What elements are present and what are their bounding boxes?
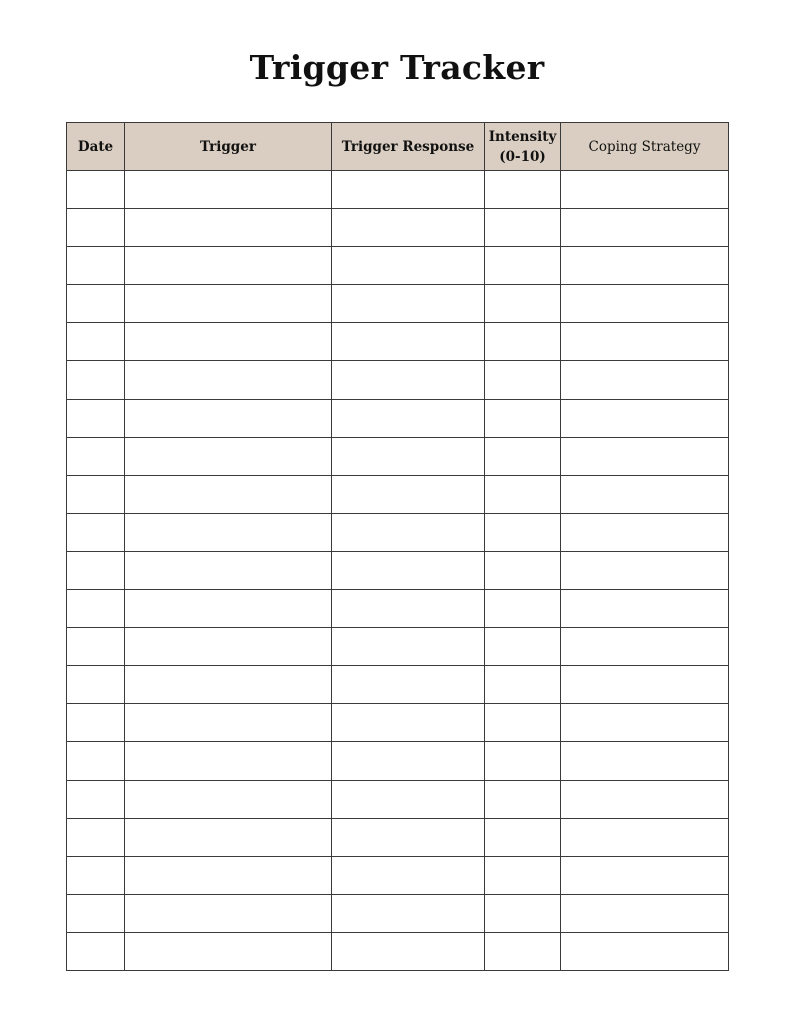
trigger-response-cell xyxy=(332,285,485,323)
coping-strategy-cell xyxy=(561,628,729,666)
trigger-response-cell xyxy=(332,704,485,742)
trigger-cell xyxy=(125,399,332,437)
trigger-response-cell xyxy=(332,628,485,666)
trigger-response-cell xyxy=(332,932,485,970)
date-cell xyxy=(67,513,125,551)
table-row xyxy=(67,856,729,894)
trigger-cell xyxy=(125,209,332,247)
trigger-response-cell xyxy=(332,856,485,894)
table-row xyxy=(67,628,729,666)
trigger-response-cell xyxy=(332,209,485,247)
trigger-response-cell xyxy=(332,513,485,551)
date-cell xyxy=(67,285,125,323)
table-row xyxy=(67,704,729,742)
date-cell xyxy=(67,666,125,704)
date-cell xyxy=(67,475,125,513)
trigger-cell xyxy=(125,285,332,323)
coping-strategy-cell xyxy=(561,742,729,780)
table-row xyxy=(67,894,729,932)
trigger-response-cell xyxy=(332,247,485,285)
trigger-cell xyxy=(125,666,332,704)
intensity-label: Intensity xyxy=(488,128,557,145)
coping-strategy-cell xyxy=(561,285,729,323)
coping-strategy-cell xyxy=(561,323,729,361)
date-cell xyxy=(67,704,125,742)
trigger-cell xyxy=(125,513,332,551)
page-title: Trigger Tracker xyxy=(249,48,545,87)
trigger-response-cell xyxy=(332,399,485,437)
trigger-cell xyxy=(125,361,332,399)
coping-strategy-cell xyxy=(561,818,729,856)
coping-strategy-cell xyxy=(561,475,729,513)
intensity-cell xyxy=(485,437,561,475)
intensity-cell xyxy=(485,818,561,856)
table-row xyxy=(67,209,729,247)
column-header-trigger-response: Trigger Response xyxy=(332,123,485,171)
trigger-response-cell xyxy=(332,780,485,818)
trigger-response-cell xyxy=(332,742,485,780)
column-header-date: Date xyxy=(67,123,125,171)
trigger-cell xyxy=(125,932,332,970)
coping-strategy-cell xyxy=(561,551,729,589)
intensity-cell xyxy=(485,361,561,399)
intensity-cell xyxy=(485,856,561,894)
date-cell xyxy=(67,628,125,666)
date-cell xyxy=(67,399,125,437)
table-row xyxy=(67,513,729,551)
trigger-response-cell xyxy=(332,551,485,589)
column-header-intensity xyxy=(485,123,561,171)
intensity-cell xyxy=(485,247,561,285)
coping-strategy-cell xyxy=(561,171,729,209)
coping-strategy-cell xyxy=(561,361,729,399)
date-cell xyxy=(67,818,125,856)
trigger-response-cell xyxy=(332,361,485,399)
coping-strategy-cell xyxy=(561,666,729,704)
trigger-cell xyxy=(125,437,332,475)
intensity-cell xyxy=(485,285,561,323)
trigger-cell xyxy=(125,247,332,285)
coping-strategy-cell xyxy=(561,780,729,818)
coping-strategy-cell xyxy=(561,894,729,932)
date-cell xyxy=(67,590,125,628)
intensity-cell xyxy=(485,742,561,780)
date-cell xyxy=(67,323,125,361)
date-cell xyxy=(67,780,125,818)
table-row xyxy=(67,590,729,628)
coping-strategy-cell xyxy=(561,704,729,742)
intensity-cell xyxy=(485,171,561,209)
trigger-tracker-table xyxy=(66,122,729,971)
intensity-cell xyxy=(485,780,561,818)
trigger-cell xyxy=(125,704,332,742)
table-row xyxy=(67,666,729,704)
intensity-cell xyxy=(485,590,561,628)
trigger-response-cell xyxy=(332,323,485,361)
table-row xyxy=(67,361,729,399)
intensity-cell xyxy=(485,209,561,247)
intensity-cell xyxy=(485,894,561,932)
coping-strategy-cell xyxy=(561,932,729,970)
table-row xyxy=(67,551,729,589)
intensity-cell xyxy=(485,399,561,437)
date-cell xyxy=(67,361,125,399)
date-cell xyxy=(67,932,125,970)
trigger-cell xyxy=(125,171,332,209)
trigger-response-cell xyxy=(332,818,485,856)
trigger-cell xyxy=(125,551,332,589)
coping-strategy-cell xyxy=(561,209,729,247)
intensity-cell xyxy=(485,513,561,551)
trigger-cell xyxy=(125,323,332,361)
date-cell xyxy=(67,247,125,285)
coping-strategy-cell xyxy=(561,247,729,285)
date-cell xyxy=(67,171,125,209)
date-cell xyxy=(67,437,125,475)
coping-strategy-cell xyxy=(561,399,729,437)
coping-strategy-cell xyxy=(561,513,729,551)
intensity-cell xyxy=(485,628,561,666)
trigger-cell xyxy=(125,856,332,894)
intensity-cell xyxy=(485,323,561,361)
trigger-response-cell xyxy=(332,666,485,704)
intensity-cell xyxy=(485,551,561,589)
table-row xyxy=(67,780,729,818)
trigger-cell xyxy=(125,475,332,513)
header-row xyxy=(67,123,729,171)
table-row xyxy=(67,171,729,209)
table-row xyxy=(67,323,729,361)
table-row xyxy=(67,437,729,475)
intensity-cell xyxy=(485,666,561,704)
trigger-response-cell xyxy=(332,437,485,475)
table-row xyxy=(67,285,729,323)
trigger-cell xyxy=(125,780,332,818)
date-cell xyxy=(67,551,125,589)
date-cell xyxy=(67,894,125,932)
coping-strategy-cell xyxy=(561,590,729,628)
intensity-cell xyxy=(485,932,561,970)
table-row xyxy=(67,399,729,437)
trigger-response-cell xyxy=(332,475,485,513)
table-body xyxy=(67,171,729,971)
trigger-response-cell xyxy=(332,171,485,209)
intensity-cell xyxy=(485,704,561,742)
trigger-response-cell xyxy=(332,894,485,932)
intensity-cell xyxy=(485,475,561,513)
trigger-cell xyxy=(125,742,332,780)
date-cell xyxy=(67,742,125,780)
coping-strategy-cell xyxy=(561,856,729,894)
table-row xyxy=(67,818,729,856)
trigger-cell xyxy=(125,818,332,856)
coping-strategy-cell xyxy=(561,437,729,475)
date-cell xyxy=(67,856,125,894)
trigger-cell xyxy=(125,590,332,628)
trigger-response-cell xyxy=(332,590,485,628)
intensity-range-label: (0-10) xyxy=(499,148,546,165)
column-header-coping-strategy: Coping Strategy xyxy=(561,123,729,171)
date-cell xyxy=(67,209,125,247)
table-row xyxy=(67,247,729,285)
table-row xyxy=(67,742,729,780)
column-header-trigger: Trigger xyxy=(125,123,332,171)
table-row xyxy=(67,475,729,513)
table-row xyxy=(67,932,729,970)
trigger-cell xyxy=(125,894,332,932)
trigger-cell xyxy=(125,628,332,666)
